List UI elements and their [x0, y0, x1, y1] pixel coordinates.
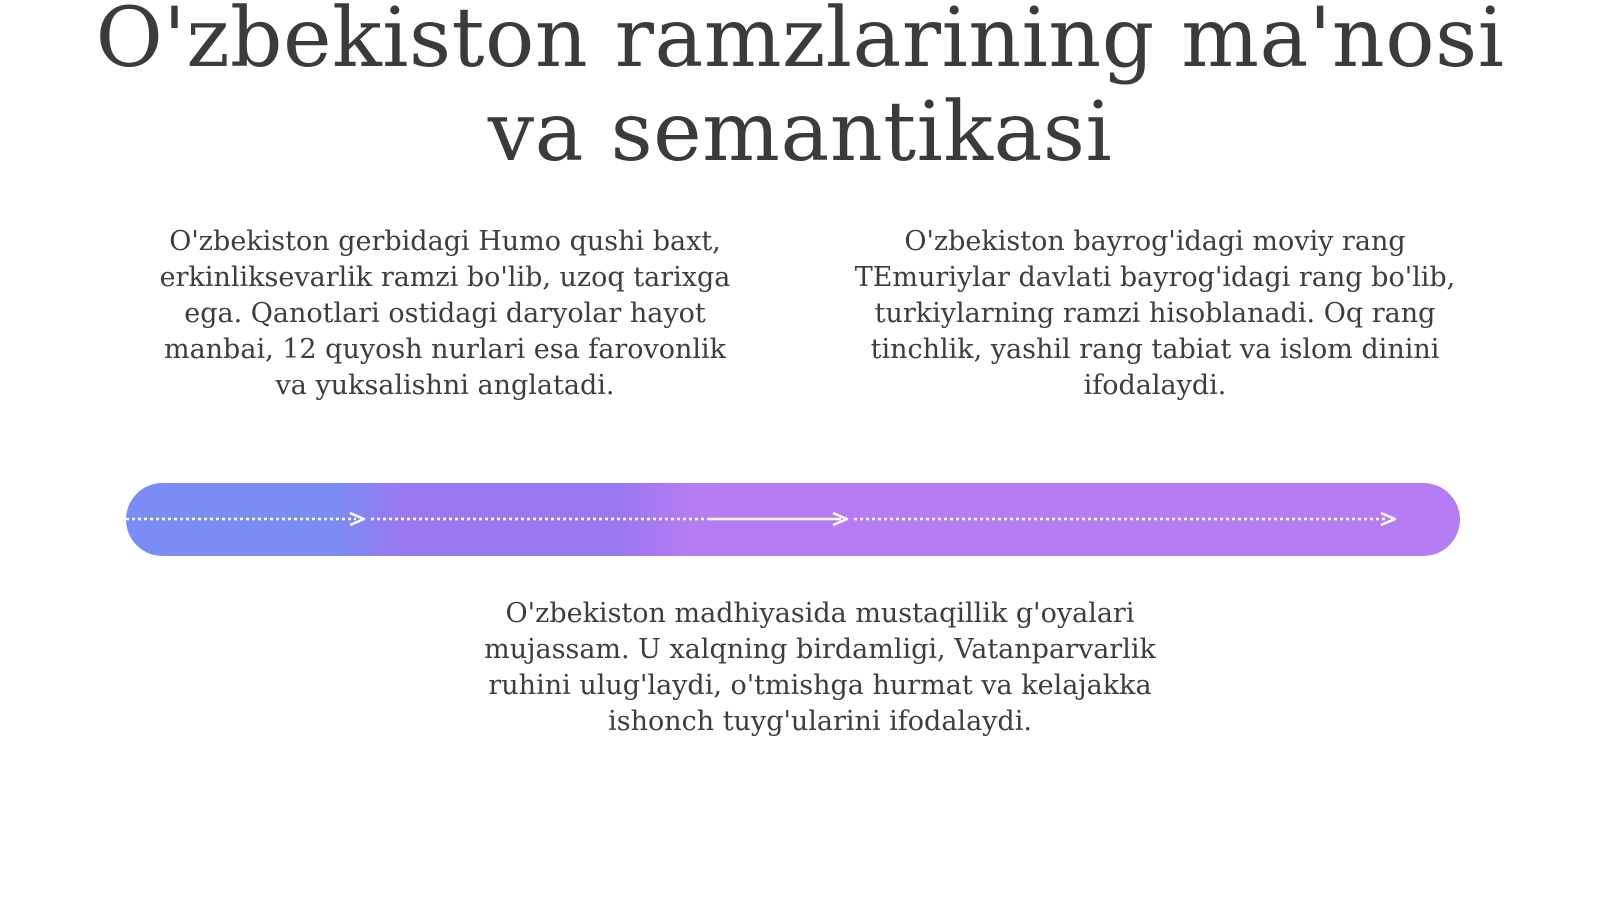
page-title: O'zbekiston ramzlarining ma'nosi va semantikasi — [95, 0, 1505, 180]
timeline-segment-1 — [126, 483, 406, 556]
timeline-segment-2 — [406, 483, 691, 556]
flag-paragraph: O'zbekiston bayrog'idagi moviy rang TEmuriylar davlati bayrog'idagi rang bo'lib, turkiylarning ramzi hisoblanadi. Oq rang tinchlik, yashil rang tabiat va islom dinini ifodalaydi. — [854, 226, 1456, 401]
timeline-bar — [126, 483, 1460, 556]
emblem-paragraph: O'zbekiston gerbidagi Humo qushi baxt, erkinliksevarlik ramzi bo'lib, uzoq tarixga ega. Qanotlari ostidagi daryolar hayot manbai, 12 quyosh nurlari esa farovonlik va yuksalishni anglatadi. — [159, 226, 731, 401]
timeline-segment-3 — [691, 483, 1460, 556]
anthem-paragraph: O'zbekiston madhiyasida mustaqillik g'oyalari mujassam. U xalqning birdamligi, Vatanparvarlik ruhini ulug'laydi, o'tmishga hurmat va kelajakka ishonch tuyg'ularini ifodalaydi. — [484, 598, 1156, 737]
